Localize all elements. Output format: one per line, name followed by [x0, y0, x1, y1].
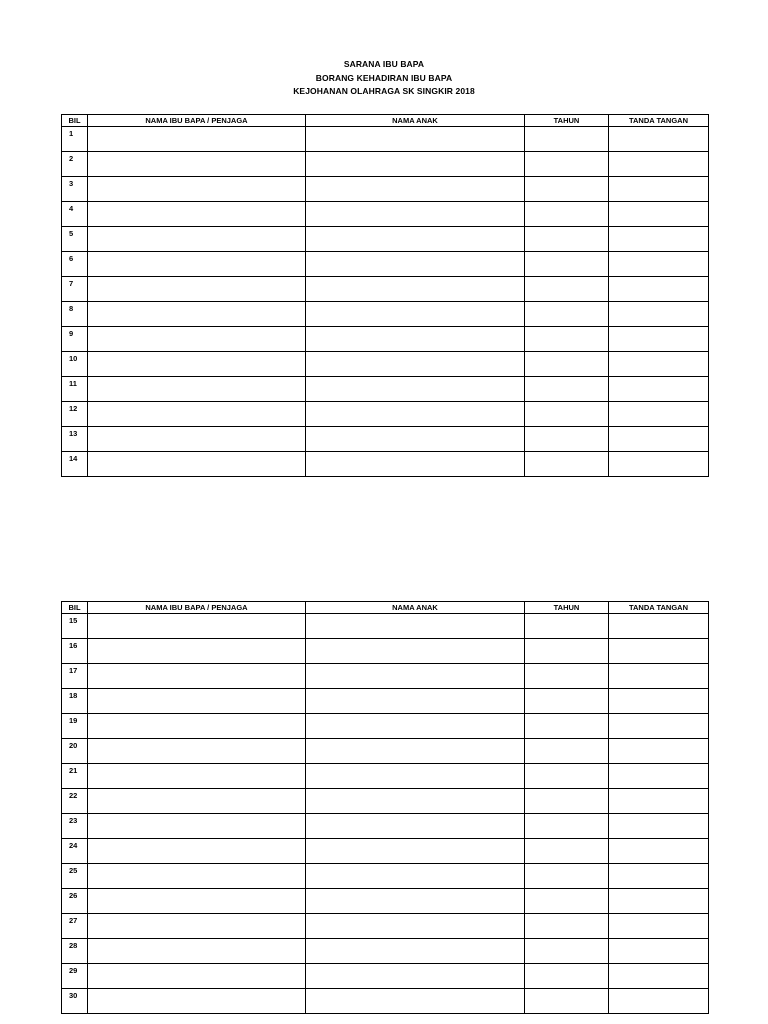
table-header-row: [62, 602, 709, 614]
table-row: [62, 639, 709, 664]
child-name-cell: [306, 939, 525, 964]
row-number: 29: [62, 964, 88, 989]
column-header-signature: TANDA TANGAN: [609, 602, 709, 614]
year-cell: [525, 227, 609, 252]
year-cell: [525, 814, 609, 839]
row-number: 13: [62, 427, 88, 452]
table-row: [62, 789, 709, 814]
child-name-cell: [306, 989, 525, 1014]
child-name-cell: [306, 764, 525, 789]
column-header-signature: TANDA TANGAN: [609, 115, 709, 127]
child-name-cell: [306, 639, 525, 664]
child-name-cell: [306, 127, 525, 152]
parent-name-cell: [88, 939, 306, 964]
year-cell: [525, 152, 609, 177]
child-name-cell: [306, 202, 525, 227]
child-name-cell: [306, 352, 525, 377]
child-name-cell: [306, 964, 525, 989]
row-number: 22: [62, 789, 88, 814]
row-number: 11: [62, 377, 88, 402]
year-cell: [525, 639, 609, 664]
row-number: 7: [62, 277, 88, 302]
child-name-cell: [306, 814, 525, 839]
year-cell: [525, 664, 609, 689]
table-header-row: [62, 115, 709, 127]
child-name-cell: [306, 889, 525, 914]
signature-cell: [609, 689, 709, 714]
column-header-parent-name: NAMA IBU BAPA / PENJAGA: [88, 602, 306, 614]
signature-cell: [609, 964, 709, 989]
signature-cell: [609, 127, 709, 152]
row-number: 19: [62, 714, 88, 739]
row-number: 3: [62, 177, 88, 202]
table-row: [62, 764, 709, 789]
parent-name-cell: [88, 789, 306, 814]
table-row: [62, 302, 709, 327]
child-name-cell: [306, 452, 525, 477]
table-row: [62, 452, 709, 477]
row-number: 8: [62, 302, 88, 327]
parent-name-cell: [88, 839, 306, 864]
year-cell: [525, 889, 609, 914]
parent-name-cell: [88, 964, 306, 989]
table-row: [62, 352, 709, 377]
row-number: 15: [62, 614, 88, 639]
row-number: 6: [62, 252, 88, 277]
parent-name-cell: [88, 739, 306, 764]
year-cell: [525, 939, 609, 964]
attendance-table-1: [61, 114, 709, 477]
parent-name-cell: [88, 202, 306, 227]
parent-name-cell: [88, 664, 306, 689]
child-name-cell: [306, 402, 525, 427]
signature-cell: [609, 839, 709, 864]
table-row: [62, 252, 709, 277]
child-name-cell: [306, 789, 525, 814]
row-number: 16: [62, 639, 88, 664]
signature-cell: [609, 452, 709, 477]
column-header-bil: BIL: [62, 115, 88, 127]
parent-name-cell: [88, 427, 306, 452]
parent-name-cell: [88, 914, 306, 939]
year-cell: [525, 764, 609, 789]
child-name-cell: [306, 689, 525, 714]
signature-cell: [609, 939, 709, 964]
row-number: 30: [62, 989, 88, 1014]
row-number: 1: [62, 127, 88, 152]
year-cell: [525, 864, 609, 889]
table-row: [62, 839, 709, 864]
table-row: [62, 402, 709, 427]
row-number: 24: [62, 839, 88, 864]
signature-cell: [609, 914, 709, 939]
year-cell: [525, 739, 609, 764]
row-number: 18: [62, 689, 88, 714]
signature-cell: [609, 714, 709, 739]
table-row: [62, 939, 709, 964]
year-cell: [525, 127, 609, 152]
signature-cell: [609, 427, 709, 452]
table-row: [62, 914, 709, 939]
parent-name-cell: [88, 377, 306, 402]
year-cell: [525, 177, 609, 202]
year-cell: [525, 714, 609, 739]
table-row: [62, 377, 709, 402]
attendance-table-2: [61, 601, 709, 1014]
signature-cell: [609, 277, 709, 302]
table-row: [62, 127, 709, 152]
child-name-cell: [306, 152, 525, 177]
parent-name-cell: [88, 327, 306, 352]
parent-name-cell: [88, 127, 306, 152]
parent-name-cell: [88, 302, 306, 327]
row-number: 5: [62, 227, 88, 252]
row-number: 14: [62, 452, 88, 477]
signature-cell: [609, 789, 709, 814]
parent-name-cell: [88, 989, 306, 1014]
year-cell: [525, 789, 609, 814]
row-number: 25: [62, 864, 88, 889]
table-row: [62, 664, 709, 689]
form-header: [0, 58, 768, 99]
parent-name-cell: [88, 714, 306, 739]
row-number: 10: [62, 352, 88, 377]
year-cell: [525, 302, 609, 327]
parent-name-cell: [88, 227, 306, 252]
parent-name-cell: [88, 452, 306, 477]
year-cell: [525, 377, 609, 402]
table-row: [62, 614, 709, 639]
parent-name-cell: [88, 814, 306, 839]
signature-cell: [609, 202, 709, 227]
column-header-child-name: NAMA ANAK: [306, 115, 525, 127]
signature-cell: [609, 814, 709, 839]
child-name-cell: [306, 227, 525, 252]
table-row: [62, 989, 709, 1014]
signature-cell: [609, 764, 709, 789]
column-header-bil: BIL: [62, 602, 88, 614]
parent-name-cell: [88, 639, 306, 664]
row-number: 12: [62, 402, 88, 427]
child-name-cell: [306, 614, 525, 639]
child-name-cell: [306, 252, 525, 277]
table-row: [62, 277, 709, 302]
year-cell: [525, 914, 609, 939]
year-cell: [525, 689, 609, 714]
child-name-cell: [306, 864, 525, 889]
signature-cell: [609, 864, 709, 889]
child-name-cell: [306, 377, 525, 402]
form-subtitle: BORANG KEHADIRAN IBU BAPA: [315, 72, 453, 83]
signature-cell: [609, 989, 709, 1014]
form-title: SARANA IBU BAPA: [343, 59, 425, 69]
child-name-cell: [306, 664, 525, 689]
parent-name-cell: [88, 689, 306, 714]
child-name-cell: [306, 914, 525, 939]
year-cell: [525, 202, 609, 227]
table-row: [62, 964, 709, 989]
child-name-cell: [306, 427, 525, 452]
year-cell: [525, 327, 609, 352]
parent-name-cell: [88, 177, 306, 202]
signature-cell: [609, 152, 709, 177]
year-cell: [525, 839, 609, 864]
signature-cell: [609, 352, 709, 377]
child-name-cell: [306, 714, 525, 739]
parent-name-cell: [88, 889, 306, 914]
row-number: 20: [62, 739, 88, 764]
row-number: 21: [62, 764, 88, 789]
table-row: [62, 152, 709, 177]
signature-cell: [609, 252, 709, 277]
table-row: [62, 814, 709, 839]
column-header-year: TAHUN: [525, 602, 609, 614]
year-cell: [525, 402, 609, 427]
parent-name-cell: [88, 402, 306, 427]
signature-cell: [609, 639, 709, 664]
child-name-cell: [306, 177, 525, 202]
row-number: 4: [62, 202, 88, 227]
row-number: 23: [62, 814, 88, 839]
signature-cell: [609, 227, 709, 252]
signature-cell: [609, 177, 709, 202]
parent-name-cell: [88, 352, 306, 377]
parent-name-cell: [88, 152, 306, 177]
child-name-cell: [306, 277, 525, 302]
child-name-cell: [306, 839, 525, 864]
column-header-year: TAHUN: [525, 115, 609, 127]
column-header-parent-name: NAMA IBU BAPA / PENJAGA: [88, 115, 306, 127]
signature-cell: [609, 377, 709, 402]
row-number: 2: [62, 152, 88, 177]
table-row: [62, 739, 709, 764]
signature-cell: [609, 402, 709, 427]
row-number: 17: [62, 664, 88, 689]
parent-name-cell: [88, 614, 306, 639]
row-number: 28: [62, 939, 88, 964]
row-number: 9: [62, 327, 88, 352]
table-row: [62, 864, 709, 889]
child-name-cell: [306, 302, 525, 327]
table-row: [62, 689, 709, 714]
year-cell: [525, 452, 609, 477]
child-name-cell: [306, 327, 525, 352]
parent-name-cell: [88, 764, 306, 789]
year-cell: [525, 427, 609, 452]
parent-name-cell: [88, 864, 306, 889]
table-row: [62, 177, 709, 202]
signature-cell: [609, 327, 709, 352]
table-row: [62, 714, 709, 739]
event-title: KEJOHANAN OLAHRAGA SK SINGKIR 2018: [293, 86, 475, 96]
year-cell: [525, 989, 609, 1014]
year-cell: [525, 277, 609, 302]
table-row: [62, 327, 709, 352]
parent-name-cell: [88, 277, 306, 302]
column-header-child-name: NAMA ANAK: [306, 602, 525, 614]
year-cell: [525, 614, 609, 639]
parent-name-cell: [88, 252, 306, 277]
year-cell: [525, 964, 609, 989]
row-number: 27: [62, 914, 88, 939]
table-row: [62, 227, 709, 252]
signature-cell: [609, 739, 709, 764]
table-row: [62, 202, 709, 227]
row-number: 26: [62, 889, 88, 914]
year-cell: [525, 252, 609, 277]
signature-cell: [609, 614, 709, 639]
signature-cell: [609, 664, 709, 689]
signature-cell: [609, 302, 709, 327]
table-row: [62, 889, 709, 914]
signature-cell: [609, 889, 709, 914]
child-name-cell: [306, 739, 525, 764]
year-cell: [525, 352, 609, 377]
table-row: [62, 427, 709, 452]
